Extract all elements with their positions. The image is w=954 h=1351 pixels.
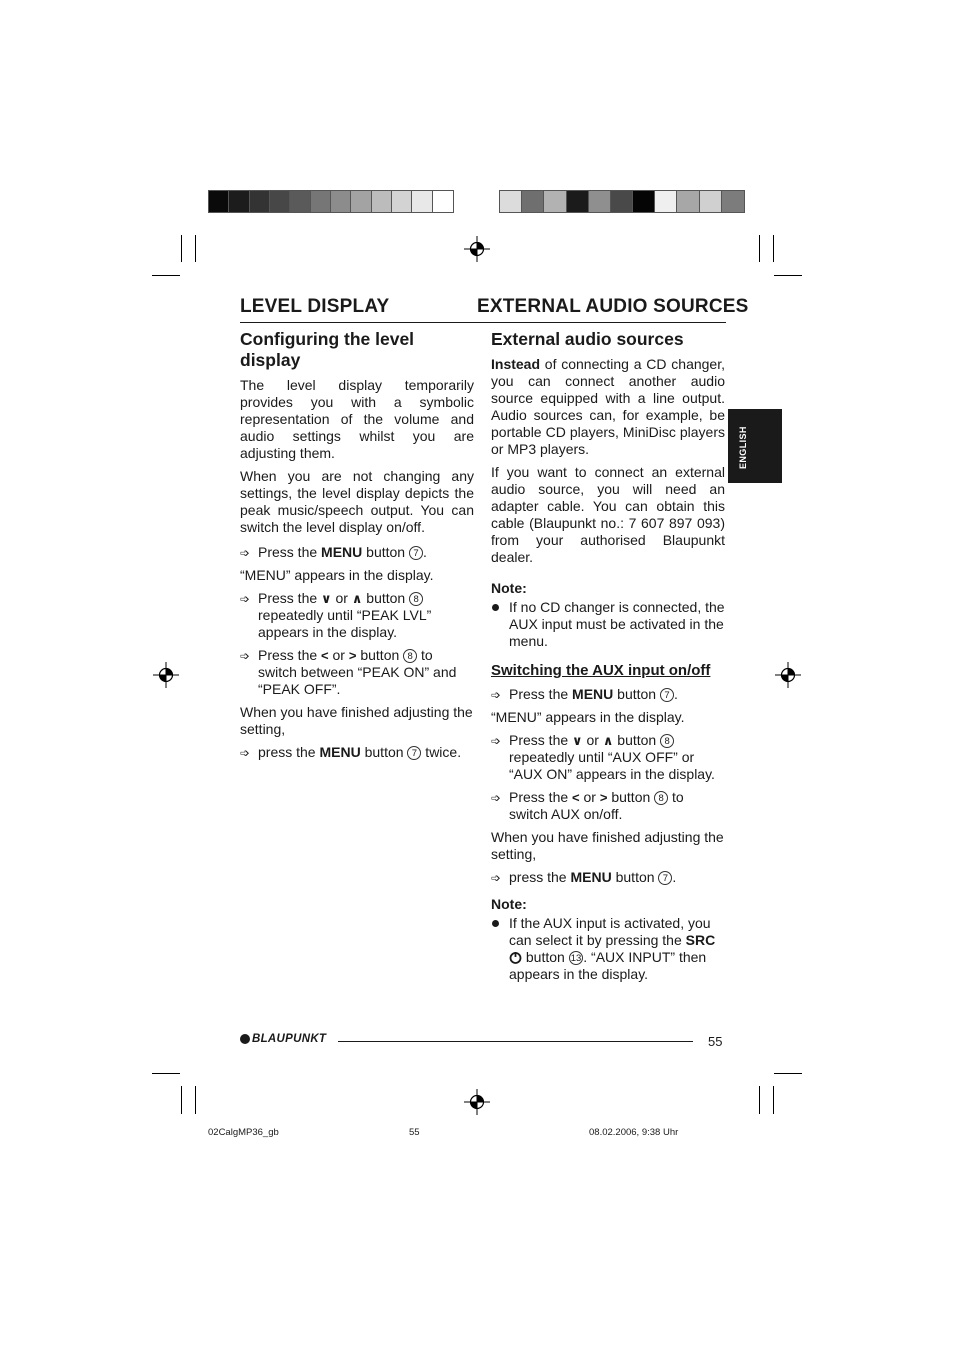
section-title-external-audio: EXTERNAL AUDIO SOURCES (477, 296, 749, 317)
instruction-step: ➩ Press the ∨ or ∧ button 8 repeatedly until “AUX OFF” or “AUX ON” appears in the display. (491, 732, 715, 782)
print-meta-date: 08.02.2006, 9:38 Uhr (589, 1127, 679, 1138)
button-number-badge: 8 (654, 791, 668, 805)
instruction-step: ➩ Press the MENU button 7 . (491, 686, 678, 702)
left-arrow-icon: < (321, 648, 329, 663)
up-arrow-icon: ∧ (351, 591, 363, 606)
language-tab (728, 409, 782, 483)
arrow-icon: ➩ (240, 746, 251, 760)
instruction-step: ➩ Press the < or > button 8 to switch between “PEAK ON” and “PEAK OFF”. (240, 647, 457, 697)
page-number: 55 (708, 1034, 723, 1049)
arrow-icon: ➩ (491, 734, 502, 748)
arrow-icon: ➩ (491, 688, 502, 702)
print-meta-file: 02CalgMP36_gb (208, 1127, 279, 1138)
menu-button-label: MENU (570, 869, 612, 885)
down-arrow-icon: ∨ (321, 591, 332, 606)
menu-button-label: MENU (319, 744, 361, 760)
paragraph: When you have finished adjusting the setting, (491, 829, 724, 862)
registration-mark-icon (464, 236, 490, 262)
instruction-step: ➩ Press the < or > button 8 to switch AUX on/off. (491, 789, 684, 822)
color-swatch (677, 191, 699, 212)
footer-rule (338, 1041, 693, 1042)
color-swatch (209, 191, 229, 212)
crop-mark (759, 235, 760, 262)
color-swatch (700, 191, 722, 212)
color-swatch (567, 191, 589, 212)
color-swatch (392, 191, 412, 212)
instruction-step: ➩ press the MENU button 7 . (491, 869, 677, 885)
button-number-badge: 8 (403, 649, 417, 663)
heading-configuring-level-display: Configuring the level display (240, 329, 415, 370)
note-title: Note: (491, 580, 527, 596)
right-arrow-icon: > (348, 648, 357, 663)
paragraph: When you are not changing any settings, the level display depicts the peak music/speech output. You can switch the level display on/off. (240, 468, 474, 535)
paragraph: The level display temporarily provides you with a symbolic representation of the volume and audio settings whilst you are adjusting them. (240, 377, 474, 461)
button-number-badge: 8 (660, 734, 674, 748)
color-swatch (500, 191, 522, 212)
arrow-icon: ➩ (240, 546, 251, 560)
button-number-badge: 7 (658, 871, 672, 885)
button-number-badge: 7 (407, 746, 421, 760)
color-swatch (544, 191, 566, 212)
instruction-step: ➩ press the MENU button 7 twice. (240, 744, 462, 760)
crop-mark (774, 275, 802, 276)
color-swatch (611, 191, 633, 212)
crop-mark (152, 275, 180, 276)
instruction-step: ➩ Press the ∨ or ∧ button 8 repeatedly until “PEAK LVL” appears in the display. (240, 590, 432, 640)
crop-mark (773, 1086, 774, 1114)
instruction-step: ➩ Press the MENU button 7 . (240, 544, 427, 560)
button-number-badge: 8 (409, 592, 423, 606)
color-swatch (433, 191, 453, 212)
color-swatch (522, 191, 544, 212)
bullet-icon (492, 604, 499, 611)
color-swatch (722, 191, 744, 212)
up-arrow-icon: ∧ (602, 733, 614, 748)
color-swatch (351, 191, 371, 212)
color-swatch (270, 191, 290, 212)
brand-logo (240, 1033, 326, 1045)
crop-mark (195, 235, 196, 262)
crop-mark (181, 1086, 182, 1114)
arrow-icon: ➩ (240, 649, 251, 663)
color-swatch (290, 191, 310, 212)
paragraph: If you want to connect an external audio source, you will need an adapter cable. You can obtain this cable (Blaupunkt no.: 7 607 897 093) from your authorised Blaupunkt dealer. (491, 464, 725, 565)
color-bar-right (499, 190, 745, 213)
menu-button-label: MENU (321, 544, 363, 560)
color-swatch (589, 191, 611, 212)
paragraph: Instead of connecting a CD changer, you can connect another audio source equipped with a line output. Audio sources can, for example, be portable CD players, MiniDisc players or MP3 players. (491, 356, 725, 457)
left-arrow-icon: < (572, 790, 580, 805)
src-button-label: SRC (685, 932, 716, 948)
crop-mark (759, 1086, 760, 1114)
paragraph: “MENU” appears in the display. (240, 567, 434, 583)
color-swatch (633, 191, 655, 212)
color-swatch (372, 191, 392, 212)
print-meta-page: 55 (409, 1127, 420, 1138)
heading-switching-aux: Switching the AUX input on/off (491, 662, 711, 679)
crop-mark (195, 1086, 196, 1114)
note-item: If the AUX input is activated, you can select it by pressing the SRC button 13 . “AUX INPUT” then appears in the display. (491, 915, 725, 983)
registration-mark-icon (464, 1089, 490, 1115)
crop-mark (774, 1073, 802, 1074)
brand-logo-text: BLAUPUNKT (252, 1033, 327, 1045)
color-swatch (655, 191, 677, 212)
color-bar-left (208, 190, 454, 213)
menu-button-label: MENU (572, 686, 614, 702)
button-number-badge: 7 (409, 546, 423, 560)
left-column (240, 329, 474, 767)
crop-mark (152, 1073, 180, 1074)
arrow-icon: ➩ (491, 791, 502, 805)
crop-mark (181, 235, 182, 262)
button-number-badge: 13 (570, 953, 582, 964)
paragraph: “MENU” appears in the display. (491, 709, 685, 725)
logo-dot-icon (240, 1034, 250, 1044)
note-item: If no CD changer is connected, the AUX input must be activated in the menu. (491, 599, 725, 650)
power-icon (509, 951, 522, 964)
color-swatch (229, 191, 249, 212)
color-swatch (412, 191, 432, 212)
language-tab-label: ENGLISH (738, 426, 748, 469)
note-title: Note: (491, 896, 527, 912)
arrow-icon: ➩ (491, 871, 502, 885)
color-swatch (250, 191, 270, 212)
color-swatch (311, 191, 331, 212)
paragraph: When you have finished adjusting the setting, (240, 704, 473, 737)
section-title-level-display: LEVEL DISPLAY (240, 296, 390, 317)
arrow-icon: ➩ (240, 592, 251, 606)
right-arrow-icon: > (599, 790, 608, 805)
button-number-badge: 7 (660, 688, 674, 702)
right-column (491, 329, 725, 989)
heading-external-audio-sources: External audio sources (491, 329, 684, 349)
bullet-icon (492, 920, 499, 927)
color-swatch (331, 191, 351, 212)
registration-mark-icon (153, 662, 179, 688)
header-rule (240, 322, 726, 323)
registration-mark-icon (775, 662, 801, 688)
down-arrow-icon: ∨ (572, 733, 583, 748)
crop-mark (773, 235, 774, 262)
